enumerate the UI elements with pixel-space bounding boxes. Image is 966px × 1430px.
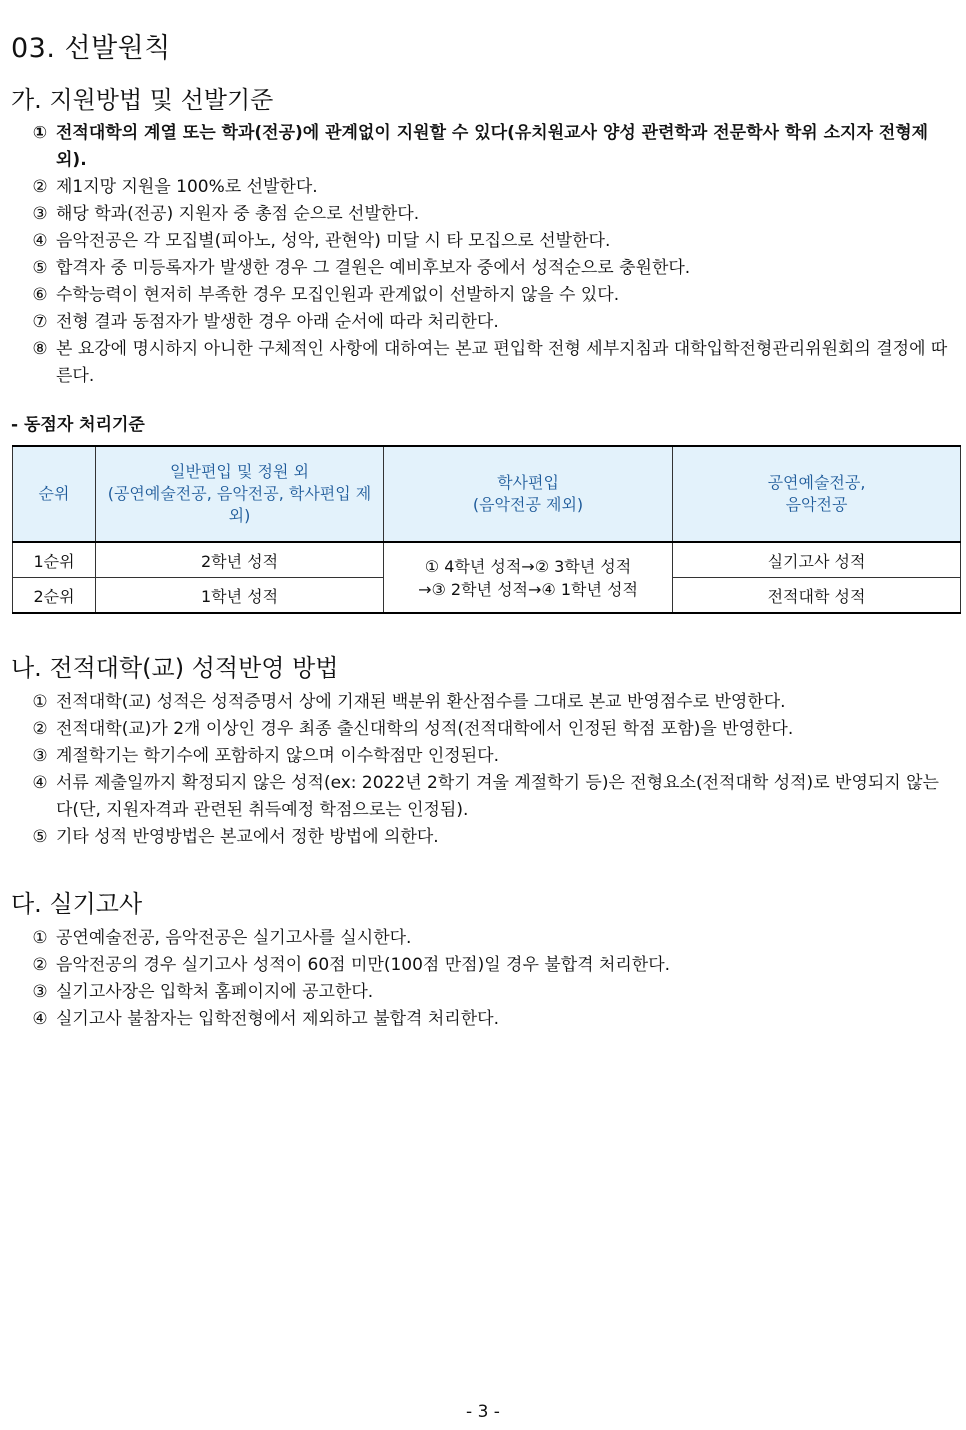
list-item — [0, 309, 966, 336]
item-number: ⑤ — [32, 258, 48, 278]
item-number: ③ — [32, 204, 48, 224]
tie-break-title: - 동점자 처리기준 — [11, 415, 145, 435]
item-number: ④ — [32, 1009, 48, 1029]
item-number: ① — [32, 123, 48, 143]
list-item — [0, 201, 966, 228]
list-item — [0, 824, 966, 851]
item-number: ④ — [32, 773, 48, 793]
item-text: 음악전공은 각 모집별(피아노, 성악, 관현악) 미달 시 타 모집으로 선발한다. — [56, 231, 611, 251]
item-text: 계절학기는 학기수에 포함하지 않으며 이수학점만 인정된다. — [56, 746, 499, 766]
item-text: 음악전공의 경우 실기고사 성적이 60점 미만(100점 만점)일 경우 불합격 처리한다. — [56, 955, 671, 975]
item-number: ⑦ — [32, 312, 48, 332]
header-arts — [673, 446, 961, 542]
item-number: ② — [32, 719, 48, 739]
item-number: ② — [32, 177, 48, 197]
section-b-list — [0, 689, 966, 851]
section-c-heading: 다. 실기고사 — [11, 890, 143, 918]
page-title: 03. 선발원칙 — [11, 33, 171, 64]
header-rank: 순위 — [13, 446, 96, 542]
table-row — [13, 542, 961, 578]
bachelor-line2: →③ 2학년 성적→④ 1학년 성적 — [418, 579, 638, 599]
header-arts-line1: 공연예술전공, — [767, 473, 866, 492]
item-text: 전적대학(교)가 2개 이상인 경우 최종 출신대학의 성적(전적대학에서 인정된 학점 포함)을 반영한다. — [56, 719, 794, 739]
item-text: 전적대학(교) 성적은 성적증명서 상에 기재된 백분위 환산점수를 그대로 본교 반영점수로 반영한다. — [56, 692, 786, 712]
list-item — [0, 716, 966, 743]
page-number: - 3 - — [466, 1402, 500, 1422]
item-text: 공연예술전공, 음악전공은 실기고사를 실시한다. — [56, 928, 412, 948]
header-arts-line2: 음악전공 — [785, 495, 848, 514]
header-general-line2: (공연예술전공, 음악전공, 학사편입 제외) — [107, 484, 372, 525]
item-text: 실기고사 불참자는 입학전형에서 제외하고 불합격 처리한다. — [56, 1009, 499, 1029]
header-bachelor — [384, 446, 673, 542]
list-item — [0, 120, 966, 174]
list-item — [0, 336, 966, 390]
arts-cell: 실기고사 성적 — [673, 542, 961, 578]
header-general — [96, 446, 384, 542]
item-text: 해당 학과(전공) 지원자 중 총점 순으로 선발한다. — [56, 204, 420, 224]
table-header-row — [13, 446, 961, 542]
item-text: 기타 성적 반영방법은 본교에서 정한 방법에 의한다. — [56, 827, 439, 847]
list-item — [0, 743, 966, 770]
item-number: ② — [32, 955, 48, 975]
item-text: 제1지망 지원을 100%로 선발한다. — [56, 177, 318, 197]
list-item — [0, 255, 966, 282]
item-text: 전적대학의 계열 또는 학과(전공)에 관계없이 지원할 수 있다(유치원교사 양성 관련학과 전문학사 학위 소지자 전형제외). — [56, 123, 929, 170]
section-c-list — [0, 925, 966, 1033]
tie-break-table — [12, 445, 961, 614]
rank-cell: 2순위 — [13, 578, 96, 614]
bachelor-line1: ① 4학년 성적→② 3학년 성적 — [424, 556, 632, 576]
item-text: 본 요강에 명시하지 아니한 구체적인 사항에 대하여는 본교 편입학 전형 세부지침과 대학입학전형관리위원회의 결정에 따른다. — [56, 339, 948, 386]
item-number: ⑧ — [32, 339, 48, 359]
item-number: ④ — [32, 231, 48, 251]
list-item — [0, 689, 966, 716]
rank-cell: 1순위 — [13, 542, 96, 578]
item-text: 서류 제출일까지 확정되지 않은 성적(ex: 2022년 2학기 겨울 계절학기 등)은 전형요소(전적대학 성적)로 반영되지 않는다(단, 지원자격과 관련된 취득예정 학점으로는 인정됨). — [56, 773, 939, 820]
general-cell: 2학년 성적 — [96, 542, 384, 578]
header-bachelor-line2: (음악전공 제외) — [472, 495, 584, 514]
item-text: 실기고사장은 입학처 홈페이지에 공고한다. — [56, 982, 374, 1002]
section-a-heading: 가. 지원방법 및 선발기준 — [11, 86, 274, 114]
list-item — [0, 979, 966, 1006]
item-text: 수학능력이 현저히 부족한 경우 모집인원과 관계없이 선발하지 않을 수 있다. — [56, 285, 620, 305]
bachelor-cell — [384, 542, 673, 613]
list-item — [0, 174, 966, 201]
item-number: ⑤ — [32, 827, 48, 847]
list-item — [0, 770, 966, 824]
list-item — [0, 925, 966, 952]
item-number: ③ — [32, 746, 48, 766]
arts-cell: 전적대학 성적 — [673, 578, 961, 614]
list-item — [0, 228, 966, 255]
item-text: 합격자 중 미등록자가 발생한 경우 그 결원은 예비후보자 중에서 성적순으로 충원한다. — [56, 258, 691, 278]
list-item — [0, 282, 966, 309]
header-general-line1: 일반편입 및 정원 외 — [170, 462, 309, 481]
item-number: ③ — [32, 982, 48, 1002]
section-a-list — [0, 120, 966, 390]
header-bachelor-line1: 학사편입 — [497, 473, 559, 492]
general-cell: 1학년 성적 — [96, 578, 384, 614]
item-number: ① — [32, 692, 48, 712]
list-item — [0, 1006, 966, 1033]
list-item — [0, 952, 966, 979]
section-b-heading: 나. 전적대학(교) 성적반영 방법 — [11, 654, 339, 682]
item-number: ⑥ — [32, 285, 48, 305]
item-text: 전형 결과 동점자가 발생한 경우 아래 순서에 따라 처리한다. — [56, 312, 499, 332]
item-number: ① — [32, 928, 48, 948]
